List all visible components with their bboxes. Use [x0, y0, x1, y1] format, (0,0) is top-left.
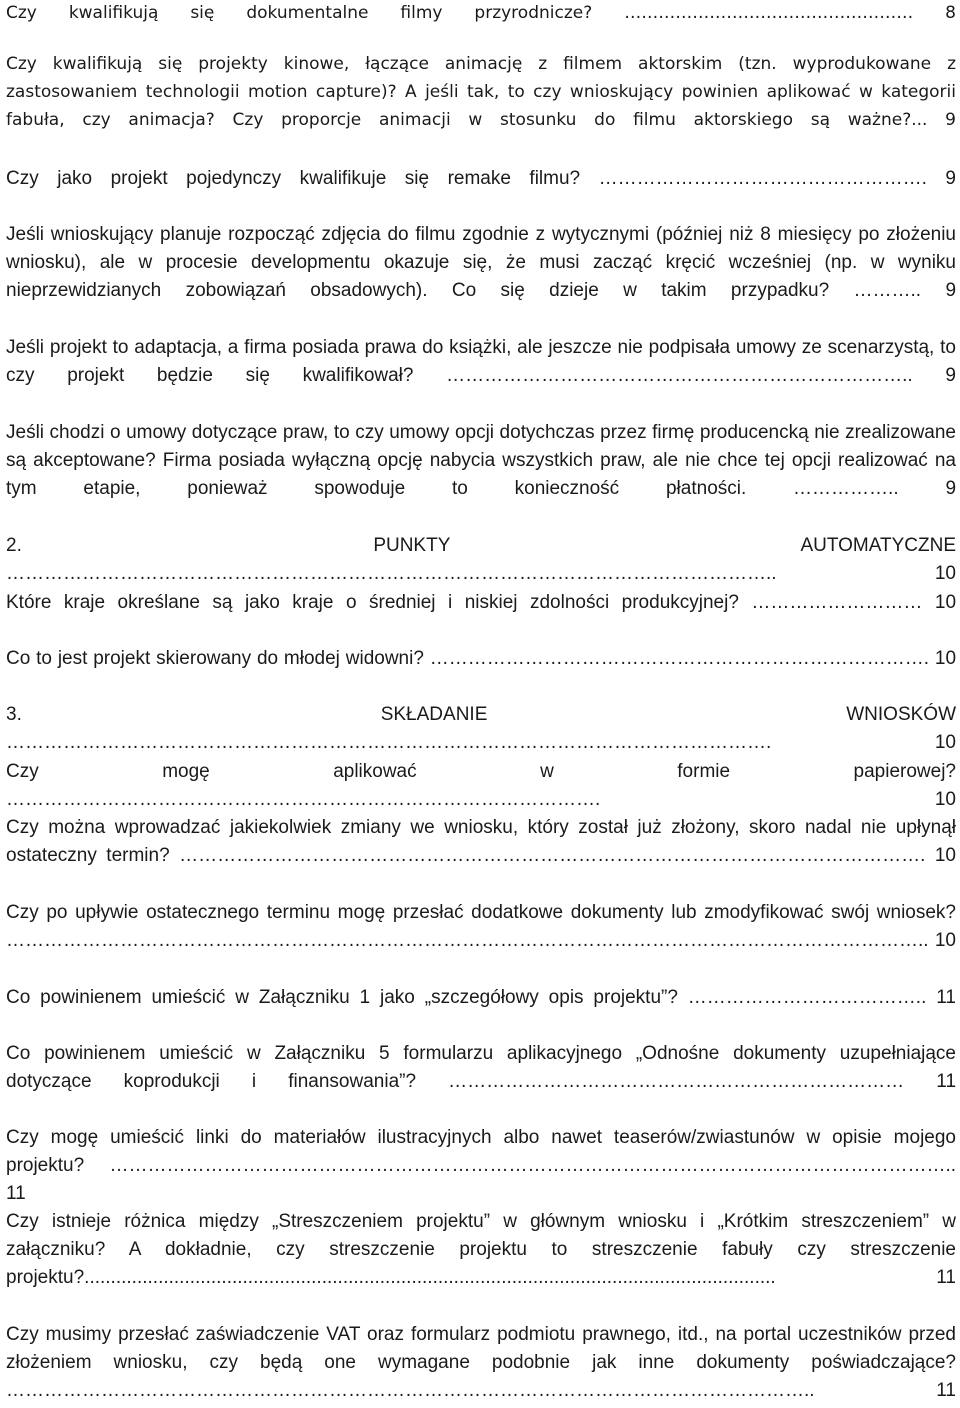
toc-entry-page: 9 [945, 110, 956, 130]
toc-entry-page: 9 [945, 168, 956, 189]
toc-entry-page: 10 [934, 930, 956, 951]
toc-entry-text: Co powinienem umieścić w Załączniku 5 formularzu aplikacyjnego „Odnośne dokumenty uzupełniające dotyczące koprodukcji i finansowania”? ……………………………………………………………… [6, 1043, 956, 1092]
toc-entry-text: 3. SKŁADANIE WNIOSKÓW …………………………………………………………………………………………………………. [6, 704, 956, 753]
toc-entry-page: 11 [936, 1071, 957, 1092]
toc-entry-text: Czy mogę umieścić linki do materiałów ilustracyjnych albo nawet teaserów/zwiastunów w opisie mojego projektu? …………………………………………………………………………………………………………………….. [6, 1127, 956, 1176]
toc-entry-page: 10 [934, 592, 957, 613]
toc-entry[interactable] [6, 1208, 956, 1292]
toc-entry-page: 9 [945, 280, 957, 301]
toc-entry-page: 9 [945, 478, 957, 499]
toc-entry[interactable] [6, 701, 956, 757]
toc-entry[interactable] [6, 814, 956, 870]
toc-entry-page: 11 [936, 1267, 956, 1288]
toc-entry-page: 9 [945, 365, 956, 386]
toc-entry-text: Czy musimy przesłać zaświadczenie VAT oraz formularz podmiotu prawnego, itd., na portal uczestników przed złożeniem wniosku, czy będą one wymagane podobnie jak inne dokumenty poświadczające? ……………………………………………………………………………………………………………….. [6, 1324, 956, 1401]
toc-entry[interactable] [6, 50, 956, 134]
toc-entry-text: Co powinienem umieścić w Załączniku 1 jako „szczegółowy opis projektu”? ……………………………….. [6, 987, 927, 1008]
toc-entry[interactable] [6, 221, 956, 305]
toc-entry[interactable] [6, 165, 956, 193]
toc-entry[interactable] [6, 589, 956, 617]
toc-entry[interactable] [6, 1040, 956, 1096]
toc-entry[interactable] [6, 334, 956, 390]
toc-entry-text: 2. PUNKTY AUTOMATYCZNE ………………………………………………………………………………………………………….. [6, 535, 956, 584]
toc-entry-text: Czy można wprowadzać jakiekolwiek zmiany we wniosku, który został już złożony, skoro nadal nie upłynął ostateczny termin? ………………………………………………………………………………………………………. [6, 817, 956, 866]
toc-entry[interactable] [6, 984, 956, 1012]
toc-entry-page: 10 [934, 845, 956, 866]
toc-entry[interactable] [6, 419, 956, 503]
toc-entry-text: Czy istnieje różnica między „Streszczeniem projektu” w głównym wniosku i „Krótkim streszczeniem” w załączniku? A dokładnie, czy streszczenie projektu to streszczenie fabuły czy streszczenie projektu?................................................................................................................................... [6, 1211, 956, 1288]
toc-entry-text: Co to jest projekt skierowany do młodej widowni? ……………………………………………………………………. [6, 648, 930, 669]
toc-entry-page: 8 [945, 3, 956, 23]
toc-entry-text: Czy jako projekt pojedynczy kwalifikuje się remake filmu? ……………………………………………. [6, 168, 927, 189]
toc-entry[interactable] [6, 1321, 956, 1405]
toc-entry-text: Jeśli wnioskujący planuje rozpocząć zdjęcia do filmu zgodnie z wytycznymi (później niż 8 miesięcy po złożeniu wniosku), ale w procesie developmentu okazuje się, że musi zacząć kręcić wcześniej (np. w wyniku nieprzewidzianych zobowiązań obsadowych). Co się dzieje w takim przypadku? ……….. [6, 224, 956, 301]
toc-entry-page: 11 [6, 1183, 26, 1204]
toc-entry[interactable] [6, 758, 956, 814]
toc-entry-page: 10 [934, 563, 956, 584]
toc-entry-text: Jeśli chodzi o umowy dotyczące praw, to czy umowy opcji dotychczas przez firmę producencką nie zrealizowane są akceptowane? Firma posiada wyłączną opcję nabycia wszystkich praw, ale nie chce tej opcji realizować na tym etapie, ponieważ spowoduje to konieczność płatności. …………….. [6, 422, 956, 499]
toc-entry-text: Jeśli projekt to adaptacja, a firma posiada prawa do książki, ale jeszcze nie podpisała umowy ze scenarzystą, to czy projekt będzie się kwalifikował? ……………………………………………………………….. [6, 337, 956, 386]
toc-entry[interactable] [6, 899, 956, 955]
toc-entry[interactable] [6, 0, 956, 27]
toc-entry-text: Które kraje określane są jako kraje o średniej i niskiej zdolności produkcyjnej? ……………………… [6, 592, 923, 613]
toc-entry-page: 11 [936, 987, 956, 1008]
toc-entry[interactable] [6, 645, 956, 673]
toc-entry-text: Czy po upływie ostatecznego terminu mogę przesłać dodatkowe dokumenty lub zmodyfikować swój wniosek? ……………………………………………………………………………………………………………………………….. [6, 902, 956, 951]
toc-entry[interactable] [6, 532, 956, 588]
toc-entry-text: Czy mogę aplikować w formie papierowej? …………………………………………………………………………………. [6, 761, 956, 810]
toc-entry-text: Czy kwalifikują się dokumentalne filmy przyrodnicze? …………………………………………… [6, 3, 914, 23]
toc-entry-page: 10 [934, 732, 956, 753]
toc-entry-page: 11 [936, 1380, 956, 1401]
toc-entry[interactable] [6, 1124, 956, 1208]
toc-entry-page: 10 [934, 789, 956, 810]
toc-entry-page: 10 [934, 648, 957, 669]
toc-entry-text: Czy kwalifikują się projekty kinowe, łączące animację z filmem aktorskim (tzn. wyprodukowane z zastosowaniem technologii motion capture)? A jeśli tak, to czy wnioskujący powinien aplikować w kategorii fabuła, czy animacja? Czy proporcje animacji w stosunku do filmu aktorskiego są ważne?... [6, 54, 956, 130]
